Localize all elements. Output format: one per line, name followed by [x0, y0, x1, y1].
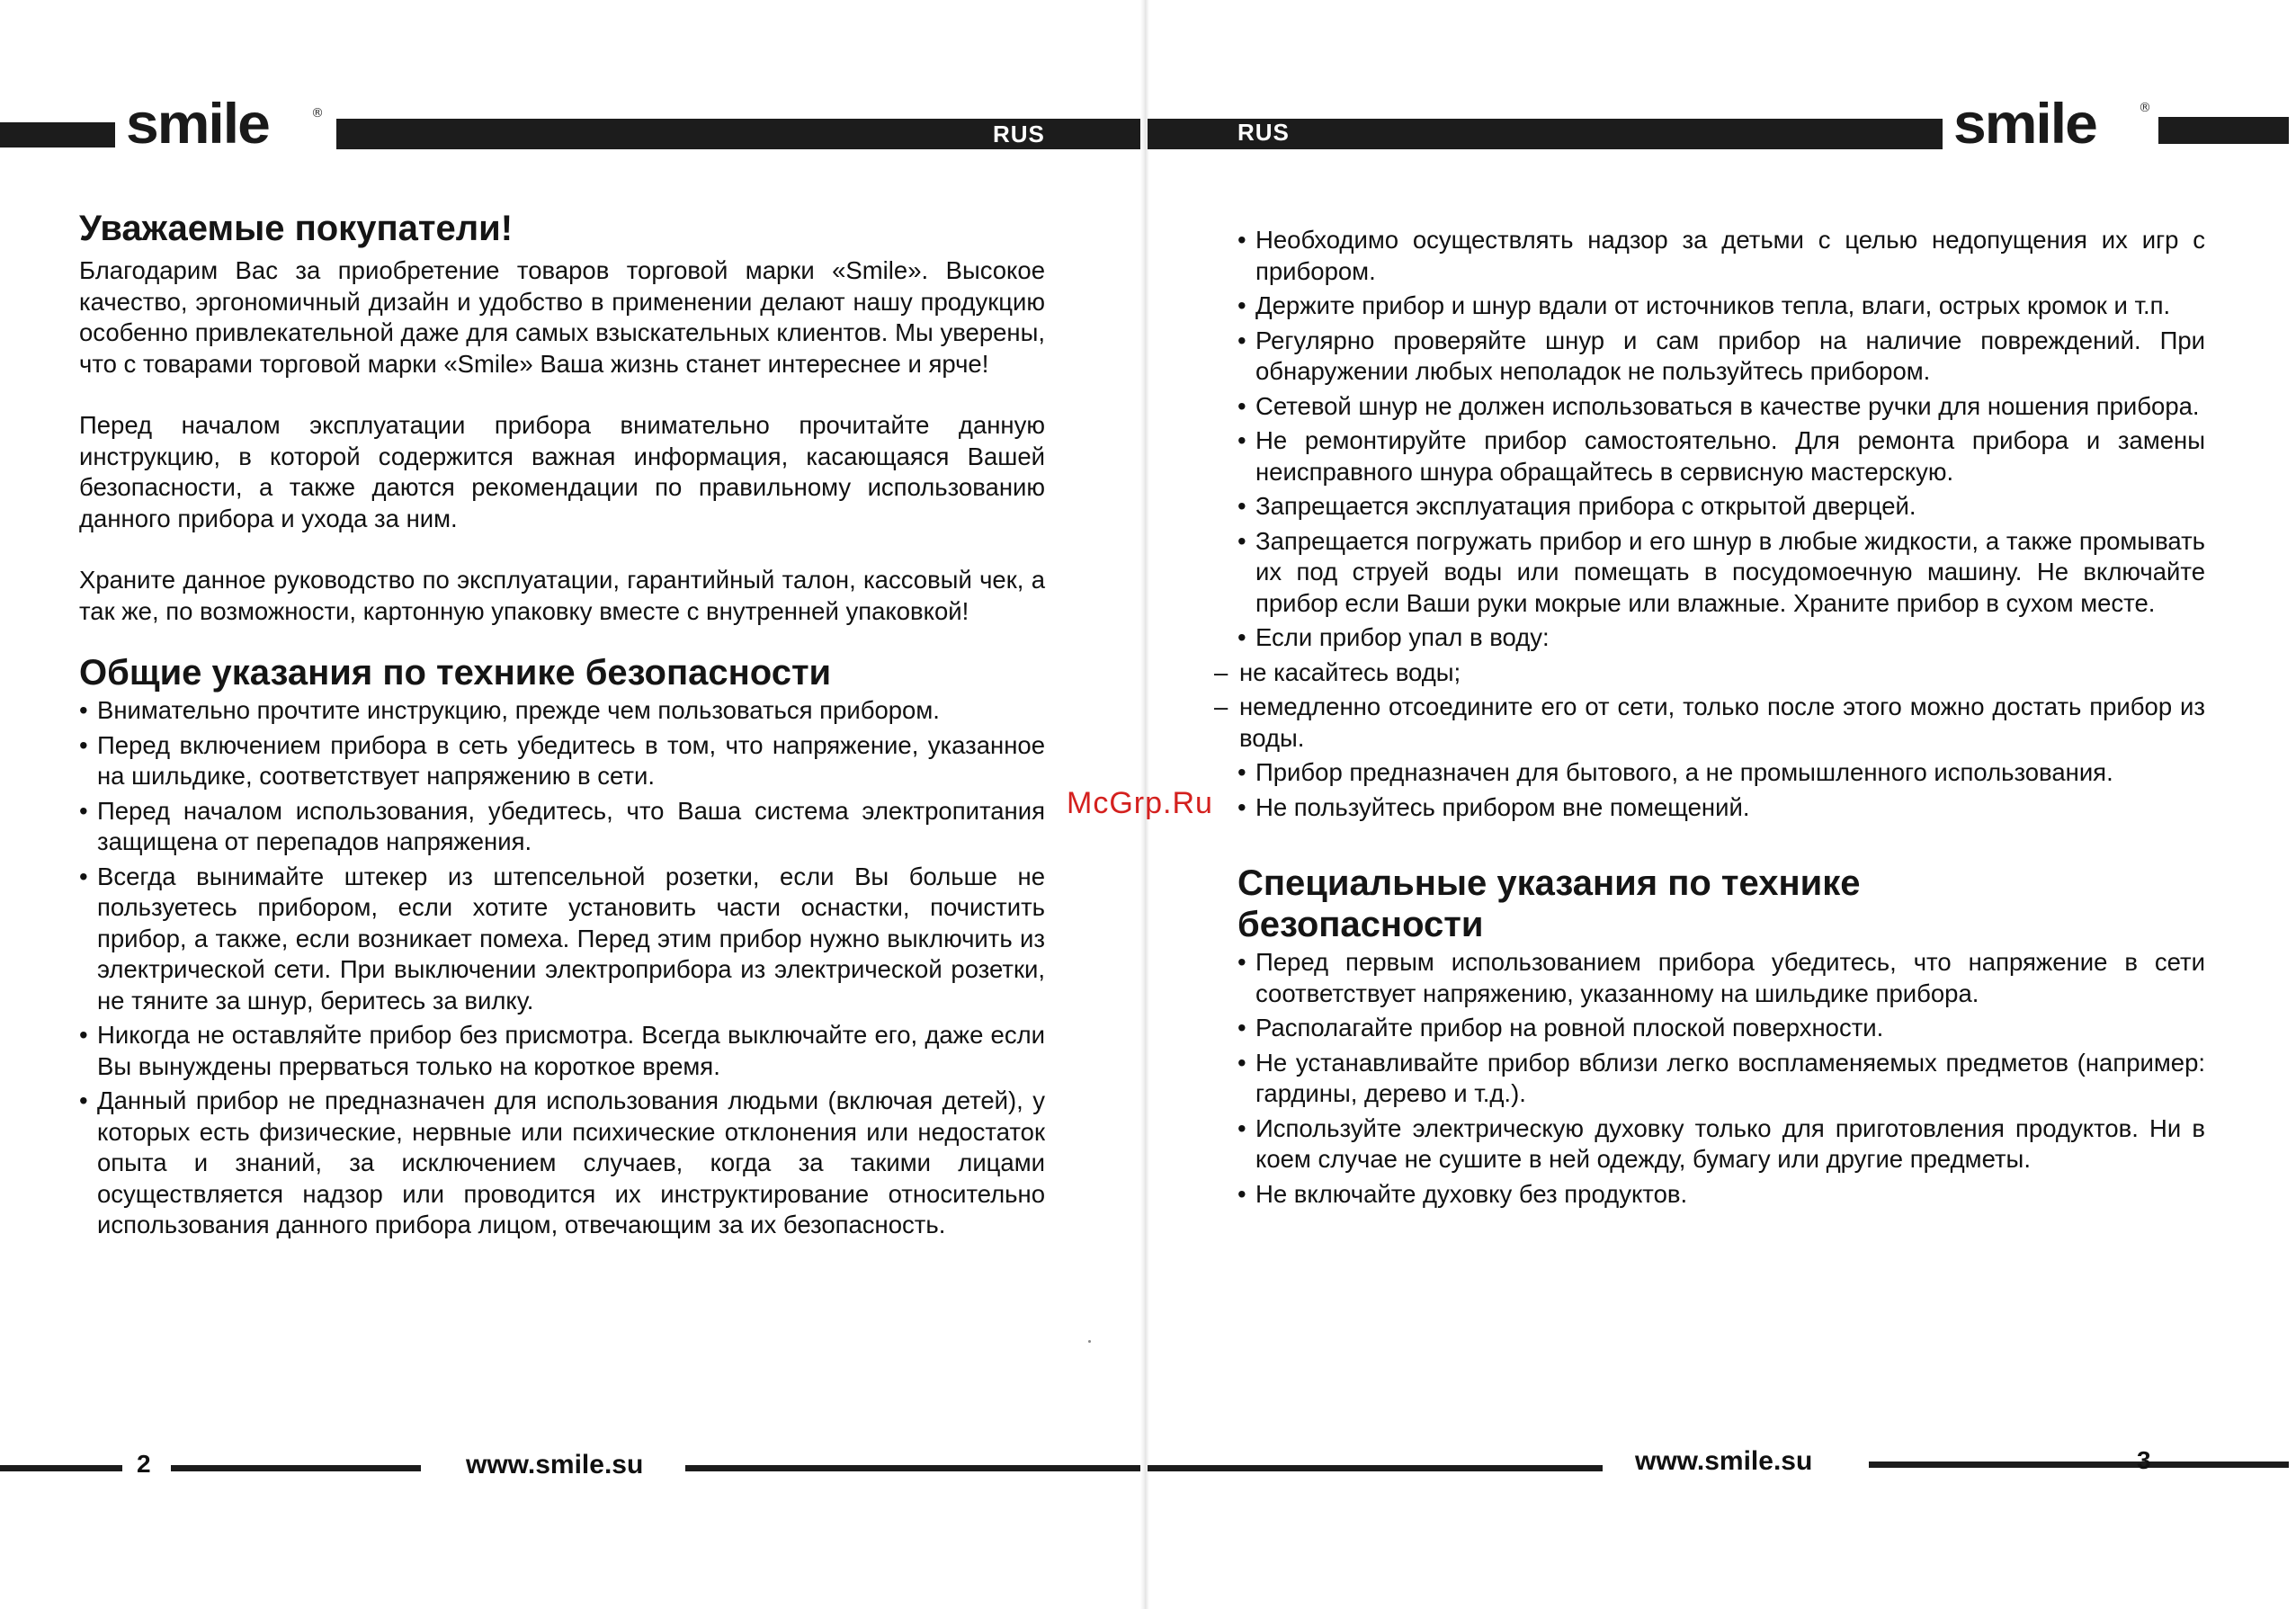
footer-bar-right-3: [2166, 1462, 2289, 1468]
header-bar-right-stub: [2158, 117, 2289, 144]
list-item: • Всегда вынимайте штекер из штепсельной розетки, если Вы больше не пользуетесь прибором, если хотите установить части оснастки, почистить прибор, а также, если возникает помеха. Перед этим прибор нужно выключить из электрической сети. При выключении электроприбора из электрической розетки, не тяните за шнур, беритесь за вилку.: [79, 862, 1045, 1017]
general-safety-list: [79, 695, 1045, 1241]
scan-speck: [1088, 1340, 1091, 1343]
intro-paragraph-3: Храните данное руководство по эксплуатации, гарантийный талон, кассовый чек, а так же, по возможности, картонную упаковку вместе с внутренней упаковкой!: [79, 566, 1045, 625]
list-item: • Перед началом использования, убедитесь, что Ваша система электропитания защищена от перепадов напряжения.: [79, 796, 1045, 858]
list-item: • Сетевой шнур не должен использоваться в качестве ручки для ношения прибора.: [1237, 391, 2205, 423]
general-safety-list-continued: [1237, 225, 2205, 823]
list-item: • Данный прибор не предназначен для использования людьми (включая детей), у которых есть физические, нервные или психические отклонения или недостаток опыта и знаний, за исключением случаев, когда за такими лицами осуществляется надзор или проводится их инструктирование относительно использования данного прибора лицом, отвечающим за их безопасность.: [79, 1086, 1045, 1241]
page-number-right: 3: [2137, 1446, 2151, 1474]
page-edge: [2289, 0, 2296, 1609]
list-item: • Прибор предназначен для бытового, а не промышленного использования.: [1237, 757, 2205, 789]
right-page: [1148, 0, 2296, 1609]
website-link-right[interactable]: www.smile.su: [1635, 1446, 1813, 1476]
greeting-title: Уважаемые покупатели!: [79, 209, 514, 248]
page-number-left: 2: [137, 1450, 151, 1478]
list-item: • Перед включением прибора в сеть убедитесь в том, что напряжение, указанное на шильдике, соответствует напряжению в сети.: [79, 730, 1045, 792]
header-bar-left-stub: [0, 122, 115, 147]
footer-bar-left-2: [171, 1465, 421, 1471]
special-safety-title: Специальные указания по технике безопасности: [1237, 863, 1861, 944]
intro-paragraph-1: Благодарим Вас за приобретение товаров торговой марки «Smile». Высокое качество, эргономичный дизайн и удобство в применении делают нашу продукцию особенно привлекательной даже для самых взыскательных клиентов. Мы уверены, что с товарами торговой марки «Smile» Ваша жизнь станет интереснее и ярче!: [79, 256, 1045, 378]
list-item: • Держите прибор и шнур вдали от источников тепла, влаги, острых кромок и т.п.: [1237, 291, 2205, 322]
smile-logo-left: smile: [126, 91, 269, 156]
smile-logo-right: smile: [1953, 91, 2096, 156]
list-item: • Если прибор упал в воду:: [1237, 622, 2205, 654]
list-item: • Внимательно прочтите инструкцию, прежде чем пользоваться прибором.: [79, 695, 1045, 727]
watermark-text: McGrp.Ru: [1067, 786, 1213, 820]
list-item: • Запрещается погружать прибор и его шнур в любые жидкости, а также промывать их под струей воды или помещать в посудомоечную машину. Не включайте прибор если Ваши руки мокрые или влажные. Храните прибор в сухом месте.: [1237, 526, 2205, 620]
registered-mark-left: ®: [311, 106, 324, 121]
left-column: [79, 209, 1045, 1245]
list-item: • Используйте электрическую духовку только для приготовления продуктов. Ни в коем случае не сушите в ней одежду, бумагу или другие предметы.: [1237, 1113, 2205, 1175]
registered-mark-right: ®: [2139, 101, 2151, 115]
list-item: • Располагайте прибор на ровной плоской поверхности.: [1237, 1013, 2205, 1044]
language-label-right: RUS: [1237, 119, 1290, 146]
intro-paragraph-2: Перед началом эксплуатации прибора внимательно прочитайте данную инструкцию, в которой содержится важная информация, касающаяся Вашей безопасности, а также даются рекомендации по правильному использованию данного прибора и ухода за ним.: [79, 411, 1045, 532]
list-item: • Не пользуйтесь прибором вне помещений.: [1237, 792, 2205, 824]
general-safety-title: Общие указания по технике безопасности: [79, 653, 832, 693]
special-safety-list: [1237, 947, 2205, 1210]
list-item: • Не включайте духовку без продуктов.: [1237, 1179, 2205, 1211]
sub-list-item: – немедленно отсоедините его от сети, только после этого можно достать прибор из воды.: [1214, 692, 2205, 754]
footer-bar-left-1: [0, 1465, 122, 1471]
footer-bar-right-1: [1148, 1465, 1603, 1471]
list-item: • Запрещается эксплуатация прибора с открытой дверцей.: [1237, 491, 2205, 523]
footer-bar-left-3: [685, 1465, 1148, 1471]
list-item: • Регулярно проверяйте шнур и сам прибор на наличие повреждений. При обнаружении любых неполадок не пользуйтесь прибором.: [1237, 326, 2205, 388]
sub-list-item: – не касайтесь воды;: [1214, 657, 2205, 689]
website-link-left[interactable]: www.smile.su: [466, 1450, 644, 1479]
list-item: • Никогда не оставляйте прибор без присмотра. Всегда выключайте его, даже если Вы вынуждены прерваться только на короткое время.: [79, 1020, 1045, 1082]
language-label-left: RUS: [993, 121, 1045, 147]
list-item: • Необходимо осуществлять надзор за детьми с целью недопущения их игр с прибором.: [1237, 225, 2205, 287]
list-item: • Не устанавливайте прибор вблизи легко воспламеняемых предметов (например: гардины, дерево и т.д.).: [1237, 1048, 2205, 1110]
right-column: [1237, 225, 2205, 1213]
list-item: • Перед первым использованием прибора убедитесь, что напряжение в сети соответствует напряжению, указанному на шильдике прибора.: [1237, 947, 2205, 1009]
list-item: • Не ремонтируйте прибор самостоятельно. Для ремонта прибора и замены неисправного шнура обращайтесь в сервисную мастерскую.: [1237, 425, 2205, 487]
